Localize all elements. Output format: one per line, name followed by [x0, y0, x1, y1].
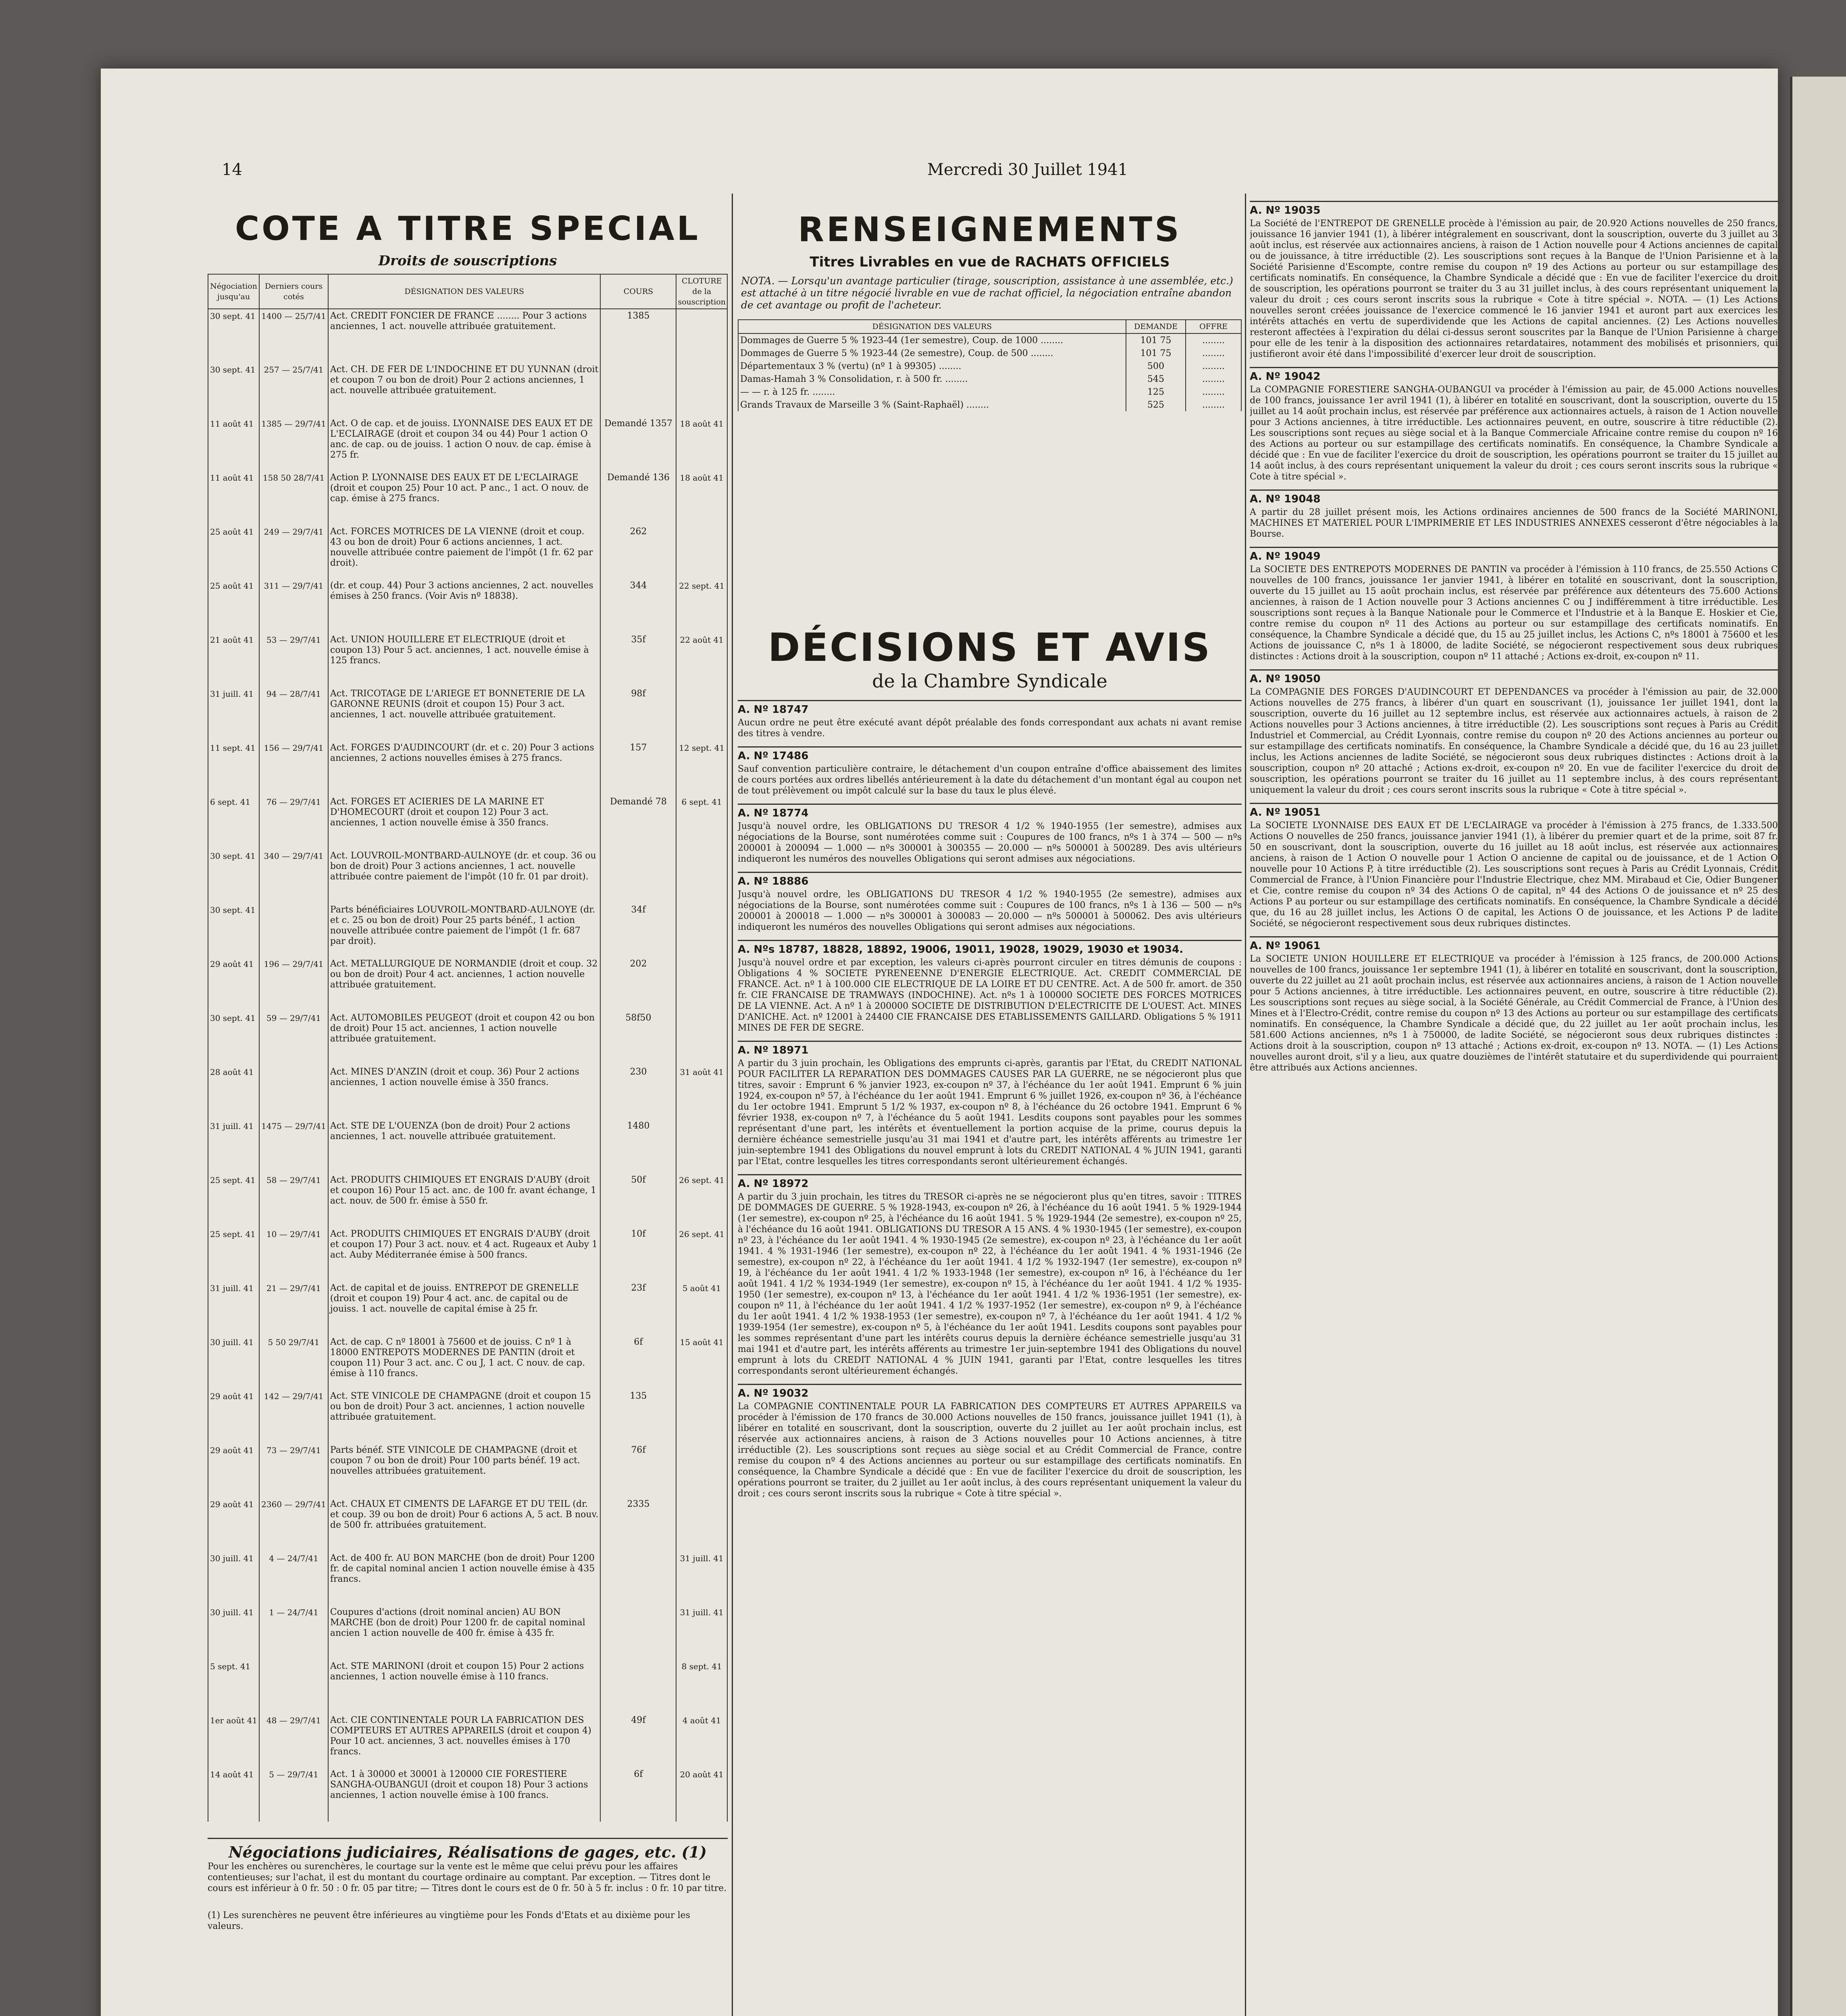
column-rule [732, 194, 733, 2016]
avis-article [1250, 367, 1778, 482]
row-date: 11 août 41 [208, 471, 259, 525]
rachat-offre: ........ [1186, 333, 1241, 347]
row-last-price: 1385 — 29/7/41 [259, 417, 328, 471]
row-designation: Parts bénéf. STE VINICOLE DE CHAMPAGNE (droit et coupon 7 ou bon de droit) Pour 100 parts bénéf. 19 act. nouvelles attribuées gratuitement. [328, 1443, 601, 1497]
row-cloture [676, 363, 727, 417]
row-designation: Act. TRICOTAGE DE L'ARIEGE ET BONNETERIE DE LA GARONNE REUNIS (droit et coupon 15) Pour 3 act. anciennes, 1 act. nouvelle attribuée gratuitement. [328, 687, 601, 741]
avis-article [738, 872, 1242, 933]
renseignements-column [738, 194, 1242, 2016]
avis-text: Jusqu'à nouvel ordre et par exception, les valeurs ci-après pourront circuler en titres démunis de coupons : Obligations 4 % SOCIETE PYRENEENNE D'ENERGIE ELECTRIQUE. Act. CREDIT COMMERCIAL DE FRANCE. Act. nº 1 à 100.000 CIE ELECTRIQUE DE LA LOIRE ET DU CENTRE. Act. A de 500 fr. amort. de 350 fr. CIE FRANCAISE DE TRAMWAYS (INDOCHINE). Act. nºs 1 à 100000 SOCIETE DES FORCES MOTRICES DE LA VIENNE. Act. A nº 1 à 200000 SOCIETE DE DISTRIBUTION D'ELECTRICITE DE L'OUEST. Act. MINES D'ANICHE. Act. nº 12001 à 24400 CIE FRANCAISE DES ETABLISSEMENTS GAILLARD. Obligations 5 % 1911 MINES DE FER DE SEGRE. [738, 958, 1242, 1033]
avis-text: La Société de l'ENTREPOT DE GRENELLE procède à l'émission au pair, de 20.920 Actions nouvelles de 250 francs, jouissance 16 janvier 1941 (1), à libérer intégralement en souscrivant, dont la souscription, ouverte du 3 juillet au 3 août inclus, est réservée aux actionnaires anciens, à raison de 1 Action nouvelle pour 4 Actions anciennes de capital ou de jouissance, à titre irréductible (2). Les souscriptions sont reçues à la Banque de l'Union Parisienne et à la Société Parisienne d'Escompte, contre remise du coupon nº 19 des Actions au porteur ou sur estampillage des certificats nominatifs. En conséquence, la Chambre Syndicale a décidé que : En vue de faciliter l'exercice du droit de souscription, les opérations pourront se traiter du 3 au 31 juillet inclus, à des cours représentant uniquement la valeur du droit ; ces cours seront inscrits sous la rubrique « Cote à titre spécial ». NOTA. — (1) Les Actions nouvelles seront créées jouissance de l'exercice commencé le 16 janvier 1941 et auront part aux exercices les intérêts attachés en vertu de superdividende que les Actions de capital anciennes. (2) Les Actions nouvelles resteront affectées à l'expiration du délai ci-dessus seront souscrites par la Banque de l'Union Parisienne à charge pour elle de les tenir à la disposition des actionnaires retardataires, notamment des mobilisés et prisonniers, qui justifieront avoir été dans l'impossibilité d'exercer leur droit de souscription. [1250, 219, 1778, 359]
row-cours: 1385 [600, 309, 676, 363]
rachat-offre: ........ [1186, 373, 1241, 385]
row-last-price [259, 1660, 328, 1714]
row-designation: Act. O de cap. et de jouiss. LYONNAISE DES EAUX ET DE L'ECLAIRAGE (droit et coupon 34 ou 44) Pour 1 action O anc. de cap. ou de jouiss. 1 action O nouv. de cap. émise à 275 fr. [328, 417, 601, 471]
table-row [208, 957, 727, 1011]
section-subtitle: Droits de souscriptions [378, 253, 557, 269]
avis-text: La SOCIETE DES ENTREPOTS MODERNES DE PANTIN va procéder à l'émission à 110 francs, de 25.550 Actions C nouvelles de 100 francs, jouissance 1er janvier 1941, à libérer en totalité en souscrivant, dont la souscription, ouverte du 15 juillet au 15 août prochain inclus, est réservée par préférence aux détenteurs des 75.600 Actions anciennes, à raison de 1 Action nouvelle pour 3 Actions anciennes C ou J indifféremment à titre irréductible. Les souscriptions sont reçues à la Banque Nationale pour le Commerce et l'Industrie et à la Banque E. Hoskier et Cie, contre remise du coupon nº 11 des Actions au porteur ou sur estampillage des certificats nominatifs. En conséquence, la Chambre Syndicale a décidé que, du 15 au 25 juillet inclus, les Actions C, nºs 18001 à 75600 et les Actions de jouissance C, nºs 1 à 18000, de ladite Société, se négocieront respectivement sous deux rubriques distinctes : Actions droit à la souscription, coupon nº 11 attaché ; Actions ex-droit, ex-coupon nº 11. [1250, 564, 1778, 662]
avis-number: A. Nº 19051 [1250, 803, 1778, 818]
section-title: RENSEIGNEMENTS [798, 210, 1182, 249]
row-last-price: 59 — 29/7/41 [259, 1011, 328, 1065]
avis-article [1250, 489, 1778, 539]
row-cloture: 31 juill. 41 [676, 1552, 727, 1606]
avis-continued-column [1250, 194, 1778, 2016]
avis-number: A. Nº 17486 [738, 746, 1242, 762]
rachat-demande: 525 [1126, 398, 1186, 411]
col-header: CLOTURE de la souscription [676, 274, 727, 309]
row-cloture [676, 1011, 727, 1065]
table-row [208, 1227, 727, 1281]
row-cloture: 8 sept. 41 [676, 1660, 727, 1714]
table-row [208, 1552, 727, 1606]
table-row [208, 1173, 727, 1227]
row-last-price: 21 — 29/7/41 [259, 1281, 328, 1335]
rachat-demande: 125 [1126, 385, 1186, 398]
negociations-title: Négociations judiciaires, Réalisations de gages, etc. (1) [228, 1843, 707, 1861]
rachat-name: Damas-Hamah 3 % Consolidation, r. à 500 fr. ........ [738, 373, 1126, 385]
row-designation: Act. STE MARINONI (droit et coupon 15) Pour 2 actions anciennes, 1 action nouvelle émise à 110 francs. [328, 1660, 601, 1714]
table-row [208, 1606, 727, 1660]
row-cours [600, 849, 676, 903]
avis-article [738, 700, 1242, 739]
row-cours: Demandé 78 [600, 795, 676, 849]
row-designation: Action P. LYONNAISE DES EAUX ET DE L'ECLAIRAGE (droit et coupon 25) Pour 10 act. P anc., 1 act. O nouv. de cap. émise à 275 francs. [328, 471, 601, 525]
rachat-name: — — r. à 125 fr. ........ [738, 385, 1126, 398]
rachat-offre: ........ [1186, 385, 1241, 398]
avis-article [738, 1174, 1242, 1377]
row-last-price: 48 — 29/7/41 [259, 1714, 328, 1768]
avis-article [1250, 936, 1778, 1073]
row-last-price: 73 — 29/7/41 [259, 1443, 328, 1497]
avis-text: Sauf convention particulière contraire, le détachement d'un coupon entraîne d'office abaissement des limites de cours portées aux ordres libellés antérieurement à la date du détachement d'un montant égal au coupon net de tout prélèvement ou impôt calculé sur la base du taux le plus élevé. [738, 764, 1242, 796]
row-date: 14 août 41 [208, 1768, 259, 1822]
row-designation: Act. CH. DE FER DE L'INDOCHINE ET DU YUNNAN (droit et coupon 7 ou bon de droit) Pour 2 actions anciennes, 1 act. nouvelle attribuée gratuitement. [328, 363, 601, 417]
decisions-title: DÉCISIONS ET AVIS [768, 625, 1212, 670]
row-designation: Act. CREDIT FONCIER DE FRANCE ........ Pour 3 actions anciennes, 1 act. nouvelle attribuée gratuitement. [328, 309, 601, 363]
row-cours: 58f50 [600, 1011, 676, 1065]
row-last-price: 10 — 29/7/41 [259, 1227, 328, 1281]
row-designation: Act. FORGES ET ACIERIES DE LA MARINE ET D'HOMECOURT (droit et coupon 12) Pour 3 act. anciennes, 1 action nouvelle émise à 350 francs. [328, 795, 601, 849]
col-header: Négociation jusqu'au [208, 274, 259, 309]
row-cours: 1480 [600, 1119, 676, 1173]
table-row [208, 1768, 727, 1822]
row-cours [600, 363, 676, 417]
rachat-demande: 101 75 [1126, 347, 1186, 360]
row-designation: Act. de 400 fr. AU BON MARCHE (bon de droit) Pour 1200 fr. de capital nominal ancien 1 action nouvelle émise à 435 francs. [328, 1552, 601, 1606]
row-cloture: 4 août 41 [676, 1714, 727, 1768]
row-designation: Act. PRODUITS CHIMIQUES ET ENGRAIS D'AUBY (droit et coupon 17) Pour 3 act. nouv. et 4 act. Rugeaux et Auby 1 act. Auby Méditerranée émise à 500 francs. [328, 1227, 601, 1281]
row-date: 30 sept. 41 [208, 1011, 259, 1065]
row-designation: Act. CHAUX ET CIMENTS DE LAFARGE ET DU TEIL (dr. et coup. 39 ou bon de droit) Pour 6 actions A, 5 act. B nouv. de 500 fr. attribuées gratuitement. [328, 1497, 601, 1552]
table-row [738, 373, 1241, 385]
row-date: 6 sept. 41 [208, 795, 259, 849]
avis-number: A. Nºs 18787, 18828, 18892, 19006, 19011, 19028, 19029, 19030 et 19034. [738, 940, 1242, 956]
avis-number: A. Nº 18747 [738, 700, 1242, 716]
row-designation: Act. AUTOMOBILES PEUGEOT (droit et coupon 42 ou bon de droit) Pour 15 act. anciennes, 1 action nouvelle attribuée gratuitement. [328, 1011, 601, 1065]
avis-number: A. Nº 19050 [1250, 669, 1778, 685]
row-cours: 6f [600, 1335, 676, 1389]
table-row [208, 471, 727, 525]
row-date: 21 août 41 [208, 633, 259, 687]
row-last-price: 58 — 29/7/41 [259, 1173, 328, 1227]
rachat-demande: 545 [1126, 373, 1186, 385]
row-date: 5 sept. 41 [208, 1660, 259, 1714]
avis-number: A. Nº 19035 [1250, 201, 1778, 217]
row-last-price [259, 1065, 328, 1119]
row-date: 29 août 41 [208, 1443, 259, 1497]
row-last-price: 142 — 29/7/41 [259, 1389, 328, 1443]
avis-text: La SOCIETE LYONNAISE DES EAUX ET DE L'ECLAIRAGE va procéder à l'émission à 275 francs, de 1.333.500 Actions O nouvelles de 250 francs, jouissance janvier 1941 (1), à libérer du premier quart et de la prime, soit 87 fr. 50 en souscrivant, dont la souscription, ouverte du 16 juillet au 18 août inclus, est réservée aux actionnaires anciens, à raison de 1 Action O nouvelle pour 1 Action O ancienne de capital ou de jouissance, et de 1 Action O nouvelle pour 10 Actions P, à titre irréductible (2). Les souscriptions sont reçues à Paris au Crédit Lyonnais, Crédit Commercial de France, à l'Union Financière pour l'Industrie Electrique, chez MM. Mirabaud et Cie, Odier Bungener et Cie, contre remise du coupon nº 34 des Actions O de capital, nº 44 des Actions O de jouissance et nº 25 des Actions P au porteur ou sur estampillage des certificats nominatifs. En conséquence, la Chambre Syndicale a décidé que, du 16 au 28 juillet inclus, les Actions O de capital, les Actions O de jouissance, et les Actions P de ladite Société, se négocieront respectivement sous deux rubriques distinctes. [1250, 821, 1778, 929]
row-cloture: 5 août 41 [676, 1281, 727, 1335]
row-cloture: 20 août 41 [676, 1768, 727, 1822]
column-rule [1245, 194, 1246, 2016]
rachats-table [738, 319, 1242, 411]
negociations-section [208, 1838, 728, 1932]
row-last-price: 1475 — 29/7/41 [259, 1119, 328, 1173]
rachat-name: Départementaux 3 % (vertu) (nº 1 à 99305) ........ [738, 360, 1126, 373]
avis-text: Jusqu'à nouvel ordre, les OBLIGATIONS DU TRESOR 4 1/2 % 1940-1955 (1er semestre), admises aux négociations de la Bourse, sont numérotées comme suit : Coupures de 100 francs, nºs 1 à 374 — 500 — nºs 200001 à 200094 — 1.000 — nºs 300001 à 300355 — 20.000 — nºs 500001 à 500289. Des avis ultérieurs indiqueront les numéros des nouvelles Obligations qui seront admises aux négociations. [738, 821, 1242, 864]
row-cours: 202 [600, 957, 676, 1011]
row-cloture: 15 août 41 [676, 1335, 727, 1389]
row-date: 31 juill. 41 [208, 1119, 259, 1173]
rachat-demande: 101 75 [1126, 333, 1186, 347]
avis-number: A. Nº 18886 [738, 872, 1242, 887]
table-row [208, 363, 727, 417]
avis-article [738, 746, 1242, 796]
nota: NOTA. — Lorsqu'un avantage particulier (tirage, souscription, assistance à une assemblée, etc.) est attaché à un titre négocié livrable en vue de rachat officiel, la négociation entraîne abandon de cet avantage ou profit de l'acheteur. [741, 275, 1233, 311]
negociations-footnote: (1) Les surenchères ne peuvent être inférieures au vingtième pour les Fonds d'Etats et au dixième pour les valeurs. [208, 1910, 690, 1931]
rachat-offre: ........ [1186, 398, 1241, 411]
table-row [738, 360, 1241, 373]
row-last-price: 1 — 24/7/41 [259, 1606, 328, 1660]
row-date: 30 sept. 41 [208, 309, 259, 363]
avis-number: A. Nº 19042 [1250, 367, 1778, 383]
section-title: COTE A TITRE SPECIAL [235, 210, 701, 248]
row-designation: Act. 1 à 30000 et 30001 à 120000 CIE FORESTIERE SANGHA-OUBANGUI (droit et coupon 18) Pour 3 actions anciennes, 1 action nouvelle émise à 100 francs. [328, 1768, 601, 1822]
row-last-price: 94 — 28/7/41 [259, 687, 328, 741]
row-designation: Act. LOUVROIL-MONTBARD-AULNOYE (dr. et coup. 36 ou bon de droit) Pour 3 actions anciennes, 1 act. nouvelle attribuée contre paiement de l'impôt (10 fr. 01 par droit). [328, 849, 601, 903]
issue-date: Mercredi 30 Juillet 1941 [927, 160, 1128, 179]
row-cloture [676, 849, 727, 903]
row-designation: (dr. et coup. 44) Pour 3 actions anciennes, 2 act. nouvelles émises à 250 francs. (Voir Avis nº 18838). [328, 579, 601, 633]
row-cours: 49f [600, 1714, 676, 1768]
row-date: 31 juill. 41 [208, 1281, 259, 1335]
table-row [208, 579, 727, 633]
row-designation: Act. CIE CONTINENTALE POUR LA FABRICATION DES COMPTEURS ET AUTRES APPAREILS (droit et coupon 4) Pour 10 act. anciennes, 3 act. nouvelles émises à 170 francs. [328, 1714, 601, 1768]
row-date: 29 août 41 [208, 1389, 259, 1443]
avis-text: La COMPAGNIE FORESTIERE SANGHA-OUBANGUI va procéder à l'émission au pair, de 45.000 Actions nouvelles de 100 francs, jouissance 1er avril 1941 (1), à libérer en totalité en souscrivant, dont la souscription, ouverte du 15 juillet au 14 août prochain inclus, est réservée par préférence aux actionnaires actuels, à raison de 1 Action nouvelle pour 3 Actions anciennes, à titre irréductible. Les actionnaires peuvent, en outre, souscrire à titre réductible (2). Les souscriptions sont reçues au siège social et à la Banque Commerciale Africaine contre remise du coupon nº 16 des Actions au porteur ou sur estampillage des certificats nominatifs. En conséquence, la Chambre Syndicale a décidé que : En vue de faciliter l'exercice du droit de souscription, les opérations pourront se traiter du 15 juillet au 14 août inclus, à des cours représentant uniquement la valeur du droit ; ces cours seront inscrits sous la rubrique « Cote à titre spécial ». [1250, 385, 1778, 482]
row-designation: Act. FORCES MOTRICES DE LA VIENNE (droit et coup. 43 ou bon de droit) Pour 6 actions anciennes, 1 act. nouvelle attribuée contre paiement de l'impôt (1 fr. 62 par droit). [328, 525, 601, 579]
row-date: 1er août 41 [208, 1714, 259, 1768]
row-date: 11 août 41 [208, 417, 259, 471]
avis-article [1250, 669, 1778, 796]
row-cours [600, 1552, 676, 1606]
row-date: 29 août 41 [208, 957, 259, 1011]
col-header: DÉSIGNATION DES VALEURS [738, 320, 1126, 333]
row-last-price: 5 50 29/7/41 [259, 1335, 328, 1389]
row-last-price: 4 — 24/7/41 [259, 1552, 328, 1606]
row-date: 25 août 41 [208, 525, 259, 579]
col-header: DÉSIGNATION DES VALEURS [328, 274, 601, 309]
row-cloture [676, 1389, 727, 1443]
row-cours [600, 1606, 676, 1660]
table-row [208, 309, 727, 363]
col-header: Derniers cours cotés [259, 274, 328, 309]
row-last-price [259, 903, 328, 957]
row-cours: 230 [600, 1065, 676, 1119]
avis-text: A partir du 3 juin prochain, les titres du TRESOR ci-après ne se négocieront plus qu'en titres, savoir : TITRES DE DOMMAGES DE GUERRE. 5 % 1928-1943, ex-coupon nº 26, à l'échéance du 16 août 1941. 5 % 1929-1944 (1er semestre), ex-coupon nº 25, à l'échéance du 16 août 1941. 5 % 1929-1944 (2e semestre), ex-coupon nº 25, à l'échéance du 16 août 1941. OBLIGATIONS DU TRESOR A 15 ANS. 4 % 1930-1945 (1er semestre), ex-coupon nº 23, à l'échéance du 1er août 1941. 4 % 1930-1945 (2e semestre), ex-coupon nº 23, à l'échéance du 1er août 1941. 4 % 1931-1946 (1er semestre), ex-coupon nº 22, à l'échéance du 1er août 1941. 4 % 1931-1946 (2e semestre), ex-coupon nº 22, à l'échéance du 1er août 1941. 4 1/2 % 1932-1947 (1er semestre), ex-coupon nº 19, à l'échéance du 1er août 1941. 4 1/2 % 1933-1948 (1er semestre), ex-coupon nº 16, à l'échéance du 1er août 1941. 4 1/2 % 1934-1949 (1er semestre), ex-coupon nº 15, à l'échéance du 1er août 1941. 4 1/2 % 1935-1950 (1er semestre), ex-coupon nº 13, à l'échéance du 1er août 1941. 4 1/2 % 1936-1951 (1er semestre), ex-coupon nº 11, à l'échéance du 1er août 1941. 4 1/2 % 1937-1952 (1er semestre), ex-coupon nº 9, à l'échéance du 1er août 1941. 4 1/2 % 1938-1953 (1er semestre), ex-coupon nº 7, à l'échéance du 1er août 1941. 4 1/2 % 1939-1954 (1er semestre), ex-coupon nº 5, à l'échéance du 1er août 1941. Lesdits coupons sont payables pour les sommes représentant d'une part les intérêts courus depuis la dernière échéance semestrielle jusqu'au 31 mai 1941 et d'autre part, les intérêts afférents au trimestre 1er juin-septembre 1941 des Obligations du nouvel emprunt à lots du CREDIT NATIONAL 4 % JUIN 1941, garanti par l'Etat, contre lesquelles les titres correspondants seront ultérieurement échangés. [738, 1192, 1242, 1376]
row-cloture [676, 1119, 727, 1173]
row-designation: Act. PRODUITS CHIMIQUES ET ENGRAIS D'AUBY (droit et coupon 16) Pour 15 act. anc. de 100 fr. avant échange, 1 act. nouv. de 500 fr. émise à 550 fr. [328, 1173, 601, 1227]
row-cours: 344 [600, 579, 676, 633]
avis-text: La SOCIETE UNION HOUILLERE ET ELECTRIQUE va procéder à l'émission à 125 francs, de 200.000 Actions nouvelles de 100 francs, jouissance 1er septembre 1941 (1), à libérer en totalité en souscrivant, dont la souscription, ouverte du 22 juillet au 21 août prochain inclus, est réservée aux actionnaires anciens, à raison de 1 Action nouvelle pour 5 Actions anciennes, à titre irréductible. Les actionnaires peuvent, en outre, souscrire à titre réductible (2). Les souscriptions sont reçues au siège social, à la Société Générale, au Crédit Commercial de France, à l'Union des Mines et à l'Electro-Crédit, contre remise du coupon nº 13 des Actions au porteur ou sur estampillage des certificats nominatifs. En conséquence, la Chambre Syndicale a décidé que, du 22 juillet au 1er août prochain inclus, les 581.600 Actions anciennes, nºs 1 à 750000, de ladite Société, se négocieront sous deux rubriques distinctes : Actions droit à la souscription, coupon nº 13 attaché ; Actions ex-droit, ex-coupon nº 13. NOTA. — (1) Les Actions nouvelles auront droit, s'il y a lieu, aux quatre douzièmes de l'intérêt statutaire et du superdividende qui pourraient être attribués aux Actions anciennes. [1250, 954, 1778, 1073]
table-row [738, 398, 1241, 411]
row-cloture: 18 août 41 [676, 471, 727, 525]
row-cours: 135 [600, 1389, 676, 1443]
row-cours: 35f [600, 633, 676, 687]
row-date: 30 juill. 41 [208, 1335, 259, 1389]
row-cours: 157 [600, 741, 676, 795]
row-cloture: 31 juill. 41 [676, 1606, 727, 1660]
avis-article [738, 1041, 1242, 1167]
table-row [208, 687, 727, 741]
row-date: 25 août 41 [208, 579, 259, 633]
row-designation: Coupures d'actions (droit nominal ancien) AU BON MARCHE (bon de droit) Pour 1200 fr. de capital nominal ancien 1 action nouvelle de 400 fr. émise à 435 fr. [328, 1606, 601, 1660]
row-cours: 34f [600, 903, 676, 957]
table-row [208, 795, 727, 849]
avis-article [1250, 547, 1778, 662]
avis-text: La COMPAGNIE CONTINENTALE POUR LA FABRICATION DES COMPTEURS ET AUTRES APPAREILS va procéder à l'émission de 170 francs de 30.000 Actions nouvelles de 150 francs, jouissance juillet 1941 (1), à libérer en totalité en souscrivant, dont la souscription, ouverte du 2 juillet au 1er août prochain inclus, est réservée aux actionnaires anciens, à raison de 3 Actions nouvelles pour 10 Actions anciennes, à titre irréductible (2). Les souscriptions sont reçues au siège social et au Crédit Commercial de France, contre remise du coupon nº 4 des Actions anciennes au porteur ou sur estampillage des certificats nominatifs. En conséquence, la Chambre Syndicale a décidé que : En vue de faciliter l'exercice du droit de souscription, les opérations pourront se traiter, du 2 juillet au 1er août inclus, à des cours représentant uniquement la valeur du droit ; ces cours seront inscrits sous la rubrique « Cote à titre spécial ». [738, 1402, 1242, 1499]
table-row [208, 633, 727, 687]
row-cloture [676, 903, 727, 957]
decisions-subtitle: de la Chambre Syndicale [872, 670, 1107, 692]
row-date: 30 juill. 41 [208, 1552, 259, 1606]
row-last-price: 53 — 29/7/41 [259, 633, 328, 687]
row-cloture: 26 sept. 41 [676, 1227, 727, 1281]
table-row [208, 1335, 727, 1389]
table-row [208, 1497, 727, 1552]
cote-titre-special-column [208, 194, 728, 2016]
col-header: COURS [600, 274, 676, 309]
rachat-offre: ........ [1186, 347, 1241, 360]
row-cloture [676, 1443, 727, 1497]
table-row [208, 1714, 727, 1768]
row-designation: Parts bénéficiaires LOUVROIL-MONTBARD-AULNOYE (dr. et c. 25 ou bon de droit) Pour 25 parts bénéf., 1 action nouvelle attribuée contre paiement de l'impôt (1 fr. 687 par droit). [328, 903, 601, 957]
avis-text: La COMPAGNIE DES FORGES D'AUDINCOURT ET DEPENDANCES va procéder à l'émission au pair, de 32.000 Actions nouvelles de 275 francs, à libérer d'un quart en souscrivant (1), jouissance 1er juillet 1941, dont la souscription, ouverte du 16 juillet au 12 septembre inclus, est réservée aux actionnaires actuels, à raison de 2 Actions nouvelles pour 3 Actions anciennes, à titre irréductible (2). Les souscriptions sont reçues à Paris au Crédit Industriel et Commercial, au Crédit Lyonnais, contre remise du coupon nº 20 des Actions anciennes au porteur ou sur estampillage des certificats nominatifs. En conséquence, la Chambre Syndicale a décidé que, du 16 au 23 juillet inclus, les Actions anciennes de ladite Société, se négocieront sous deux rubriques distinctes : Actions droit à la souscription, coupon nº 20 attaché ; Actions ex-droit, ex-coupon nº 20. En vue de faciliter l'exercice du droit de souscription, les opérations pourront se traiter du 16 juillet au 11 septembre inclus, à des cours représentant uniquement la valeur du droit ; ces cours seront inscrits sous la rubrique « Cote à titre spécial ». [1250, 687, 1778, 795]
table-row [208, 1389, 727, 1443]
row-cloture [676, 687, 727, 741]
row-cours: 23f [600, 1281, 676, 1335]
rachat-name: Dommages de Guerre 5 % 1923-44 (1er semestre), Coup. de 1000 ........ [738, 333, 1126, 347]
rachat-offre: ........ [1186, 360, 1241, 373]
avis-article [1250, 803, 1778, 929]
row-designation: Act. de cap. C nº 18001 à 75600 et de jouiss. C nº 1 à 18000 ENTREPOTS MODERNES DE PANTIN (droit et coupon 11) Pour 3 act. anc. C ou J, 1 act. C nouv. de cap. émise à 110 francs. [328, 1335, 601, 1389]
avis-text: A partir du 3 juin prochain, les Obligations des emprunts ci-après, garantis par l'Etat, du CREDIT NATIONAL POUR FACILITER LA REPARATION DES DOMMAGES CAUSES PAR LA GUERRE, ne se négocieront plus que titres, savoir : Emprunt 6 % janvier 1923, ex-coupon nº 37, à l'échéance du 1er août 1941. Emprunt 6 % juin 1924, ex-coupon nº 57, à l'échéance du 1er août 1941. Emprunt 6 % juillet 1926, ex-coupon nº 36, à l'échéance du 1er octobre 1941. Emprunt 5 1/2 % 1937, ex-coupon nº 8, à l'échéance du 26 octobre 1941. Emprunt 6 % février 1938, ex-coupon nº 7, à l'échéance du 5 août 1941. Lesdits coupons sont payables pour les sommes représentant d'une part, les intérêts et éventuellement la portion acquise de la prime, courus depuis la dernière échéance semestrielle jusqu'au 31 mai 1941 et d'autre part, les intérêts afférents au trimestre 1er juin-septembre 1941 des Obligations du nouvel emprunt à lots du CREDIT NATIONAL 4 % JUIN 1941, garanti par l'Etat, contre lesquelles les titres correspondants seront ultérieurement échangés. [738, 1058, 1242, 1166]
table-row [208, 1281, 727, 1335]
row-cloture: 26 sept. 41 [676, 1173, 727, 1227]
page-header [121, 160, 1713, 179]
avis-article [1250, 201, 1778, 360]
table-row [738, 347, 1241, 360]
row-last-price: 249 — 29/7/41 [259, 525, 328, 579]
table-row [738, 333, 1241, 347]
row-designation: Act. STE DE L'OUENZA (bon de droit) Pour 2 actions anciennes, 1 act. nouvelle attribuée gratuitement. [328, 1119, 601, 1173]
row-cloture: 22 août 41 [676, 633, 727, 687]
avis-number: A. Nº 19049 [1250, 547, 1778, 562]
row-date: 30 sept. 41 [208, 849, 259, 903]
table-row [738, 385, 1241, 398]
avis-article [738, 804, 1242, 864]
row-date: 30 juill. 41 [208, 1606, 259, 1660]
row-designation: Act. METALLURGIQUE DE NORMANDIE (droit et coup. 32 ou bon de droit) Pour 4 act. anciennes, 1 action nouvelle attribuée gratuitement. [328, 957, 601, 1011]
row-last-price: 1400 — 25/7/41 [259, 309, 328, 363]
row-cloture [676, 1497, 727, 1552]
row-designation: Act. FORGES D'AUDINCOURT (dr. et c. 20) Pour 3 actions anciennes, 2 actions nouvelles émises à 275 francs. [328, 741, 601, 795]
avis-text: Aucun ordre ne peut être exécuté avant dépôt préalable des fonds correspondant aux achats ni avant remise des titres à vendre. [738, 718, 1242, 739]
row-date: 25 sept. 41 [208, 1173, 259, 1227]
section-subtitle: Titres Livrables en vue de RACHATS OFFICIELS [810, 254, 1170, 270]
row-cours: Demandé 1357 [600, 417, 676, 471]
rachat-demande: 500 [1126, 360, 1186, 373]
row-cloture: 31 août 41 [676, 1065, 727, 1119]
table-row [208, 1443, 727, 1497]
row-cloture: 6 sept. 41 [676, 795, 727, 849]
avis-article [738, 940, 1242, 1033]
col-header: OFFRE [1186, 320, 1241, 333]
row-last-price: 156 — 29/7/41 [259, 741, 328, 795]
row-date: 25 sept. 41 [208, 1227, 259, 1281]
row-last-price: 311 — 29/7/41 [259, 579, 328, 633]
row-cours: 6f [600, 1768, 676, 1822]
row-cours: Demandé 136 [600, 471, 676, 525]
avis-article [738, 1384, 1242, 1499]
row-cloture [676, 525, 727, 579]
row-date: 30 sept. 41 [208, 903, 259, 957]
avis-number: A. Nº 19048 [1250, 489, 1778, 505]
table-row [208, 1119, 727, 1173]
row-date: 30 sept. 41 [208, 363, 259, 417]
row-cloture: 22 sept. 41 [676, 579, 727, 633]
row-last-price: 158 50 28/7/41 [259, 471, 328, 525]
row-designation: Act. STE VINICOLE DE CHAMPAGNE (droit et coupon 15 ou bon de droit) Pour 3 act. anciennes, 1 action nouvelle attribuée gratuitement. [328, 1389, 601, 1443]
row-last-price: 2360 — 29/7/41 [259, 1497, 328, 1552]
subscription-rights-table [208, 274, 728, 1822]
avis-number: A. Nº 18774 [738, 804, 1242, 819]
negociations-text: Pour les enchères ou surenchères, le courtage sur la vente est le même que celui prévu pour les affaires contentieuses; sur l'achat, il est du montant du courtage ordinaire au comptant. Par exception. — Titres dont le cours est inférieur à 0 fr. 50 : 0 fr. 05 par titre; — Titres dont le cours est de 0 fr. 50 à 5 fr. inclus : 0 fr. 10 par titre. [208, 1862, 727, 1893]
avis-text: Jusqu'à nouvel ordre, les OBLIGATIONS DU TRESOR 4 1/2 % 1940-1955 (2e semestre), admises aux négociations de la Bourse, sont numérotées comme suit : Coupures de 100 francs, nºs 1 à 136 — 500 — nºs 200001 à 200018 — 1.000 — nºs 300001 à 300083 — 20.000 — nºs 500001 à 500062. Des avis ultérieurs indiqueront les numéros des nouvelles Obligations qui seront admises aux négociations. [738, 889, 1242, 932]
avis-number: A. Nº 19032 [738, 1384, 1242, 1400]
table-row [208, 903, 727, 957]
row-last-price: 257 — 25/7/41 [259, 363, 328, 417]
row-cours [600, 1660, 676, 1714]
row-cours: 10f [600, 1227, 676, 1281]
table-row [208, 417, 727, 471]
row-cours: 76f [600, 1443, 676, 1497]
adjacent-page-edge [1790, 77, 1846, 2016]
row-cloture: 12 sept. 41 [676, 741, 727, 795]
row-designation: Act. de capital et de jouiss. ENTREPOT DE GRENELLE (droit et coupon 19) Pour 4 act. anc. de capital ou de jouiss. 1 act. nouvelle de capital émise à 25 fr. [328, 1281, 601, 1335]
table-row [208, 1065, 727, 1119]
row-cours: 50f [600, 1173, 676, 1227]
row-date: 11 sept. 41 [208, 741, 259, 795]
page-number: 14 [222, 160, 242, 179]
rachat-name: Dommages de Guerre 5 % 1923-44 (2e semestre), Coup. de 500 ........ [738, 347, 1126, 360]
table-row [208, 1011, 727, 1065]
row-cloture [676, 309, 727, 363]
row-last-price: 5 — 29/7/41 [259, 1768, 328, 1822]
row-designation: Act. MINES D'ANZIN (droit et coup. 36) Pour 2 actions anciennes, 1 action nouvelle émise à 350 francs. [328, 1065, 601, 1119]
row-last-price: 76 — 29/7/41 [259, 795, 328, 849]
row-cours: 2335 [600, 1497, 676, 1552]
table-row [208, 525, 727, 579]
col-header: DEMANDE [1126, 320, 1186, 333]
row-cloture [676, 957, 727, 1011]
table-row [208, 849, 727, 903]
row-date: 29 août 41 [208, 1497, 259, 1552]
row-last-price: 340 — 29/7/41 [259, 849, 328, 903]
table-row [208, 741, 727, 795]
avis-number: A. Nº 18971 [738, 1041, 1242, 1056]
rachat-name: Grands Travaux de Marseille 3 % (Saint-Raphaël) ........ [738, 398, 1126, 411]
row-cours: 262 [600, 525, 676, 579]
row-date: 31 juill. 41 [208, 687, 259, 741]
avis-number: A. Nº 19061 [1250, 936, 1778, 952]
avis-text: A partir du 28 juillet présent mois, les Actions ordinaires anciennes de 500 francs de la Société MARINONI, MACHINES ET MATERIEL POUR L'IMPRIMERIE ET LES INDUSTRIES ANNEXES cesseront d'être négociables à la Bourse. [1250, 507, 1778, 539]
avis-number: A. Nº 18972 [738, 1174, 1242, 1190]
row-last-price: 196 — 29/7/41 [259, 957, 328, 1011]
row-cours: 98f [600, 687, 676, 741]
row-designation: Act. UNION HOUILLERE ET ELECTRIQUE (droit et coupon 13) Pour 5 act. anciennes, 1 act. nouvelle émise à 125 francs. [328, 633, 601, 687]
table-row [208, 1660, 727, 1714]
row-cloture: 18 août 41 [676, 417, 727, 471]
row-date: 28 août 41 [208, 1065, 259, 1119]
